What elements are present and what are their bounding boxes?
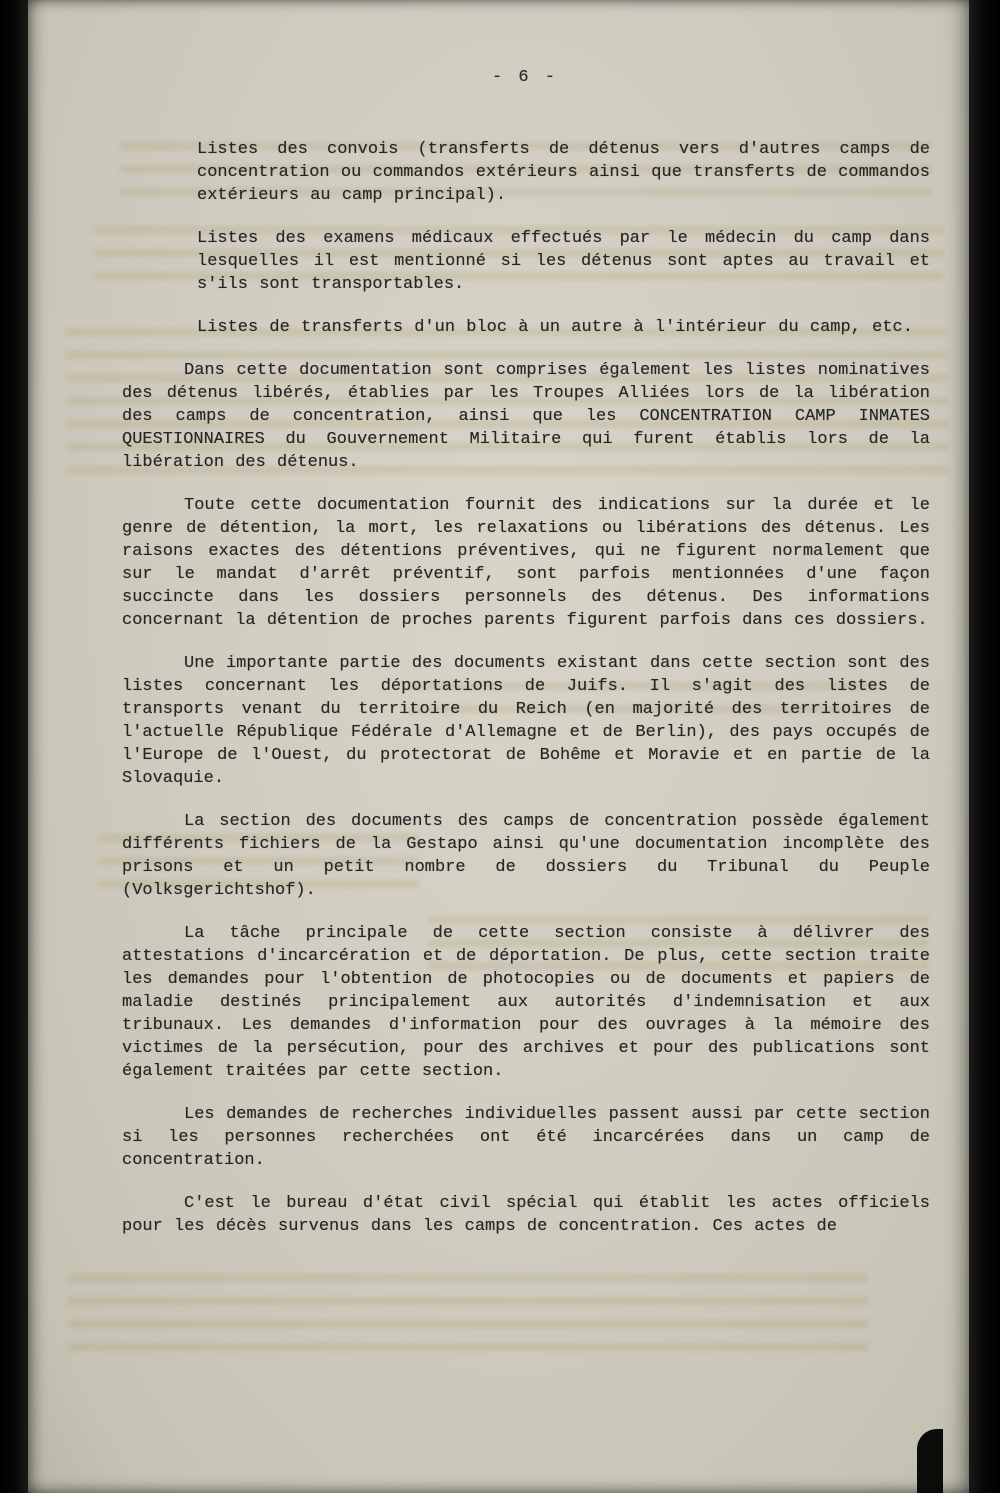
paper-sheet bbox=[28, 0, 969, 1493]
body-paragraph: C'est le bureau d'état civil spécial qui établit les actes officiels pour les décès survenus dans les camps de concentration. Ces actes de bbox=[122, 1194, 930, 1236]
body-paragraph: La tâche principale de cette section consiste à délivrer des attestations d'incarcération et de déportation. De plus, cette section traite les demandes pour l'obtention de photocopies ou de documents et papiers de maladie destinés principalement aux autorités d'indemnisation et aux tribunaux. Les demandes d'information pour des ouvrages à la mémoire des victimes de la persécution, pour des archives et pour des publications sont également traitées par cette section. bbox=[122, 924, 930, 1081]
scan-corner-shadow bbox=[917, 1429, 943, 1493]
bleed-through-text bbox=[68, 1274, 868, 1358]
list-paragraph: Listes de transferts d'un bloc à un autre à l'intérieur du camp, etc. bbox=[197, 318, 913, 337]
document-body bbox=[122, 138, 930, 1258]
list-paragraph: Listes des examens médicaux effectués par le médecin du camp dans lesquelles il est mentionné si les détenus sont aptes au travail et s'ils sont transportables. bbox=[197, 229, 930, 294]
body-paragraph: Une importante partie des documents existant dans cette section sont des listes concernant les déportations de Juifs. Il s'agit des listes de transports venant du territoire du Reich (en majorité des territoires de l'actuelle République Fédérale d'Allemagne et de Berlin), des pays occupés de l'Europe de l'Ouest, du protectorat de Bohême et Moravie et en partie de la Slovaquie. bbox=[122, 654, 930, 788]
page-number: - 6 - bbox=[491, 68, 558, 87]
scan-right-border bbox=[969, 0, 1000, 1493]
body-paragraph: La section des documents des camps de concentration possède également différents fichiers de la Gestapo ainsi qu'une documentation incomplète des prisons et un petit nombre de dossiers du Tribunal du Peuple (Volksgerichtshof). bbox=[122, 812, 930, 900]
list-paragraph: Listes des convois (transferts de détenus vers d'autres camps de concentration ou commandos extérieurs ainsi que transferts de commandos extérieurs au camp principal). bbox=[197, 140, 930, 205]
body-paragraph: Toute cette documentation fournit des indications sur la durée et le genre de détention, la mort, les relaxations ou libérations des détenus. Les raisons exactes des détentions préventives, qui ne figurent normalement que sur le mandat d'arrêt préventif, sont parfois mentionnées d'une façon succincte dans les dossiers personnels des détenus. Des informations concernant la détention de proches parents figurent parfois dans ces dossiers. bbox=[122, 496, 930, 630]
scan-left-border bbox=[0, 0, 28, 1493]
body-paragraph: Dans cette documentation sont comprises également les listes nominatives des détenus libérés, établies par les Troupes Alliées lors de la libération des camps de concentration, ainsi que les CONCENTRATION CAMP INMATES QUESTIONNAIRES du Gouvernement Militaire qui furent établis lors de la libération des détenus. bbox=[122, 361, 930, 472]
body-paragraph: Les demandes de recherches individuelles passent aussi par cette section si les personnes recherchées ont été incarcérées dans un camp de concentration. bbox=[122, 1105, 930, 1170]
